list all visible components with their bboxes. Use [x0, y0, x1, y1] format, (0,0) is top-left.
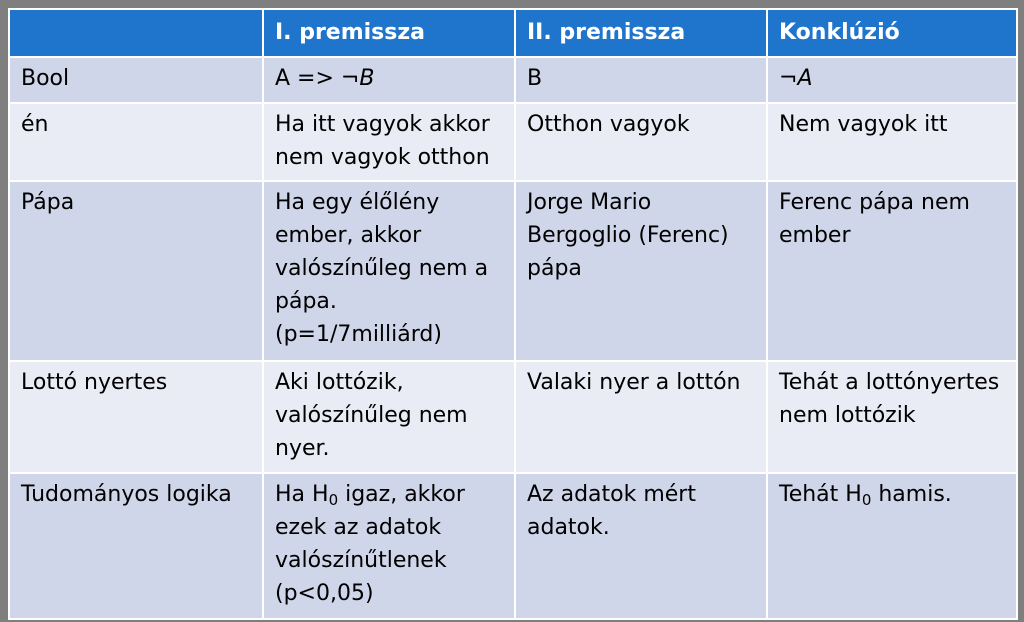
logic-table — [8, 8, 1018, 620]
premise1-probability: (p=1/7milliárd) — [275, 322, 442, 347]
premise1-cell — [263, 473, 515, 619]
row-label: Pápa — [9, 181, 263, 361]
premise2-cell: Jorge Mario Bergoglio (Ferenc) pápa — [515, 181, 767, 361]
table-row-lotto — [9, 361, 1017, 473]
header-cell-conclusion: Konklúzió — [767, 9, 1017, 57]
premise1-text-start: Ha H — [275, 482, 329, 507]
row-label: Bool — [9, 57, 263, 103]
header-cell-premise1: I. premissza — [263, 9, 515, 57]
premise1-cell: Aki lottózik, valószínűleg nem nyer. — [263, 361, 515, 473]
premise1-variable: B — [359, 66, 375, 91]
conclusion-cell — [767, 57, 1017, 103]
premise1-cell — [263, 57, 515, 103]
row-label: Lottó nyertes — [9, 361, 263, 473]
premise1-text: A => ¬ — [275, 66, 360, 91]
row-label: Tudományos logika — [9, 473, 263, 619]
table-row-tudomanyos — [9, 473, 1017, 619]
table-row-en — [9, 103, 1017, 181]
premise1-text-end: igaz, akkor ezek az adatok valószínűtlenek (p<0,05) — [275, 482, 465, 606]
conclusion-text: ¬ — [779, 66, 798, 91]
conclusion-text-start: Tehát H — [779, 482, 862, 507]
table-row-bool — [9, 57, 1017, 103]
conclusion-text-end: hamis. — [871, 482, 952, 507]
premise2-cell: Otthon vagyok — [515, 103, 767, 181]
conclusion-variable: A — [797, 66, 813, 91]
header-cell-empty — [9, 9, 263, 57]
premise1-text: Ha egy élőlény ember, akkor valószínűleg nem a pápa. — [275, 190, 489, 314]
slide-frame — [8, 8, 1016, 614]
premise1-cell: Ha itt vagyok akkor nem vagyok otthon — [263, 103, 515, 181]
row-label: én — [9, 103, 263, 181]
conclusion-cell: Ferenc pápa nem ember — [767, 181, 1017, 361]
header-cell-premise2: II. premissza — [515, 9, 767, 57]
conclusion-cell: Tehát a lottónyertes nem lottózik — [767, 361, 1017, 473]
subscript-zero: 0 — [861, 491, 872, 509]
conclusion-cell — [767, 473, 1017, 619]
conclusion-cell: Nem vagyok itt — [767, 103, 1017, 181]
premise2-cell: Valaki nyer a lottón — [515, 361, 767, 473]
header-row — [9, 9, 1017, 57]
premise1-cell — [263, 181, 515, 361]
table-row-papa — [9, 181, 1017, 361]
premise2-cell: B — [515, 57, 767, 103]
subscript-zero: 0 — [328, 491, 339, 509]
premise2-cell: Az adatok mért adatok. — [515, 473, 767, 619]
